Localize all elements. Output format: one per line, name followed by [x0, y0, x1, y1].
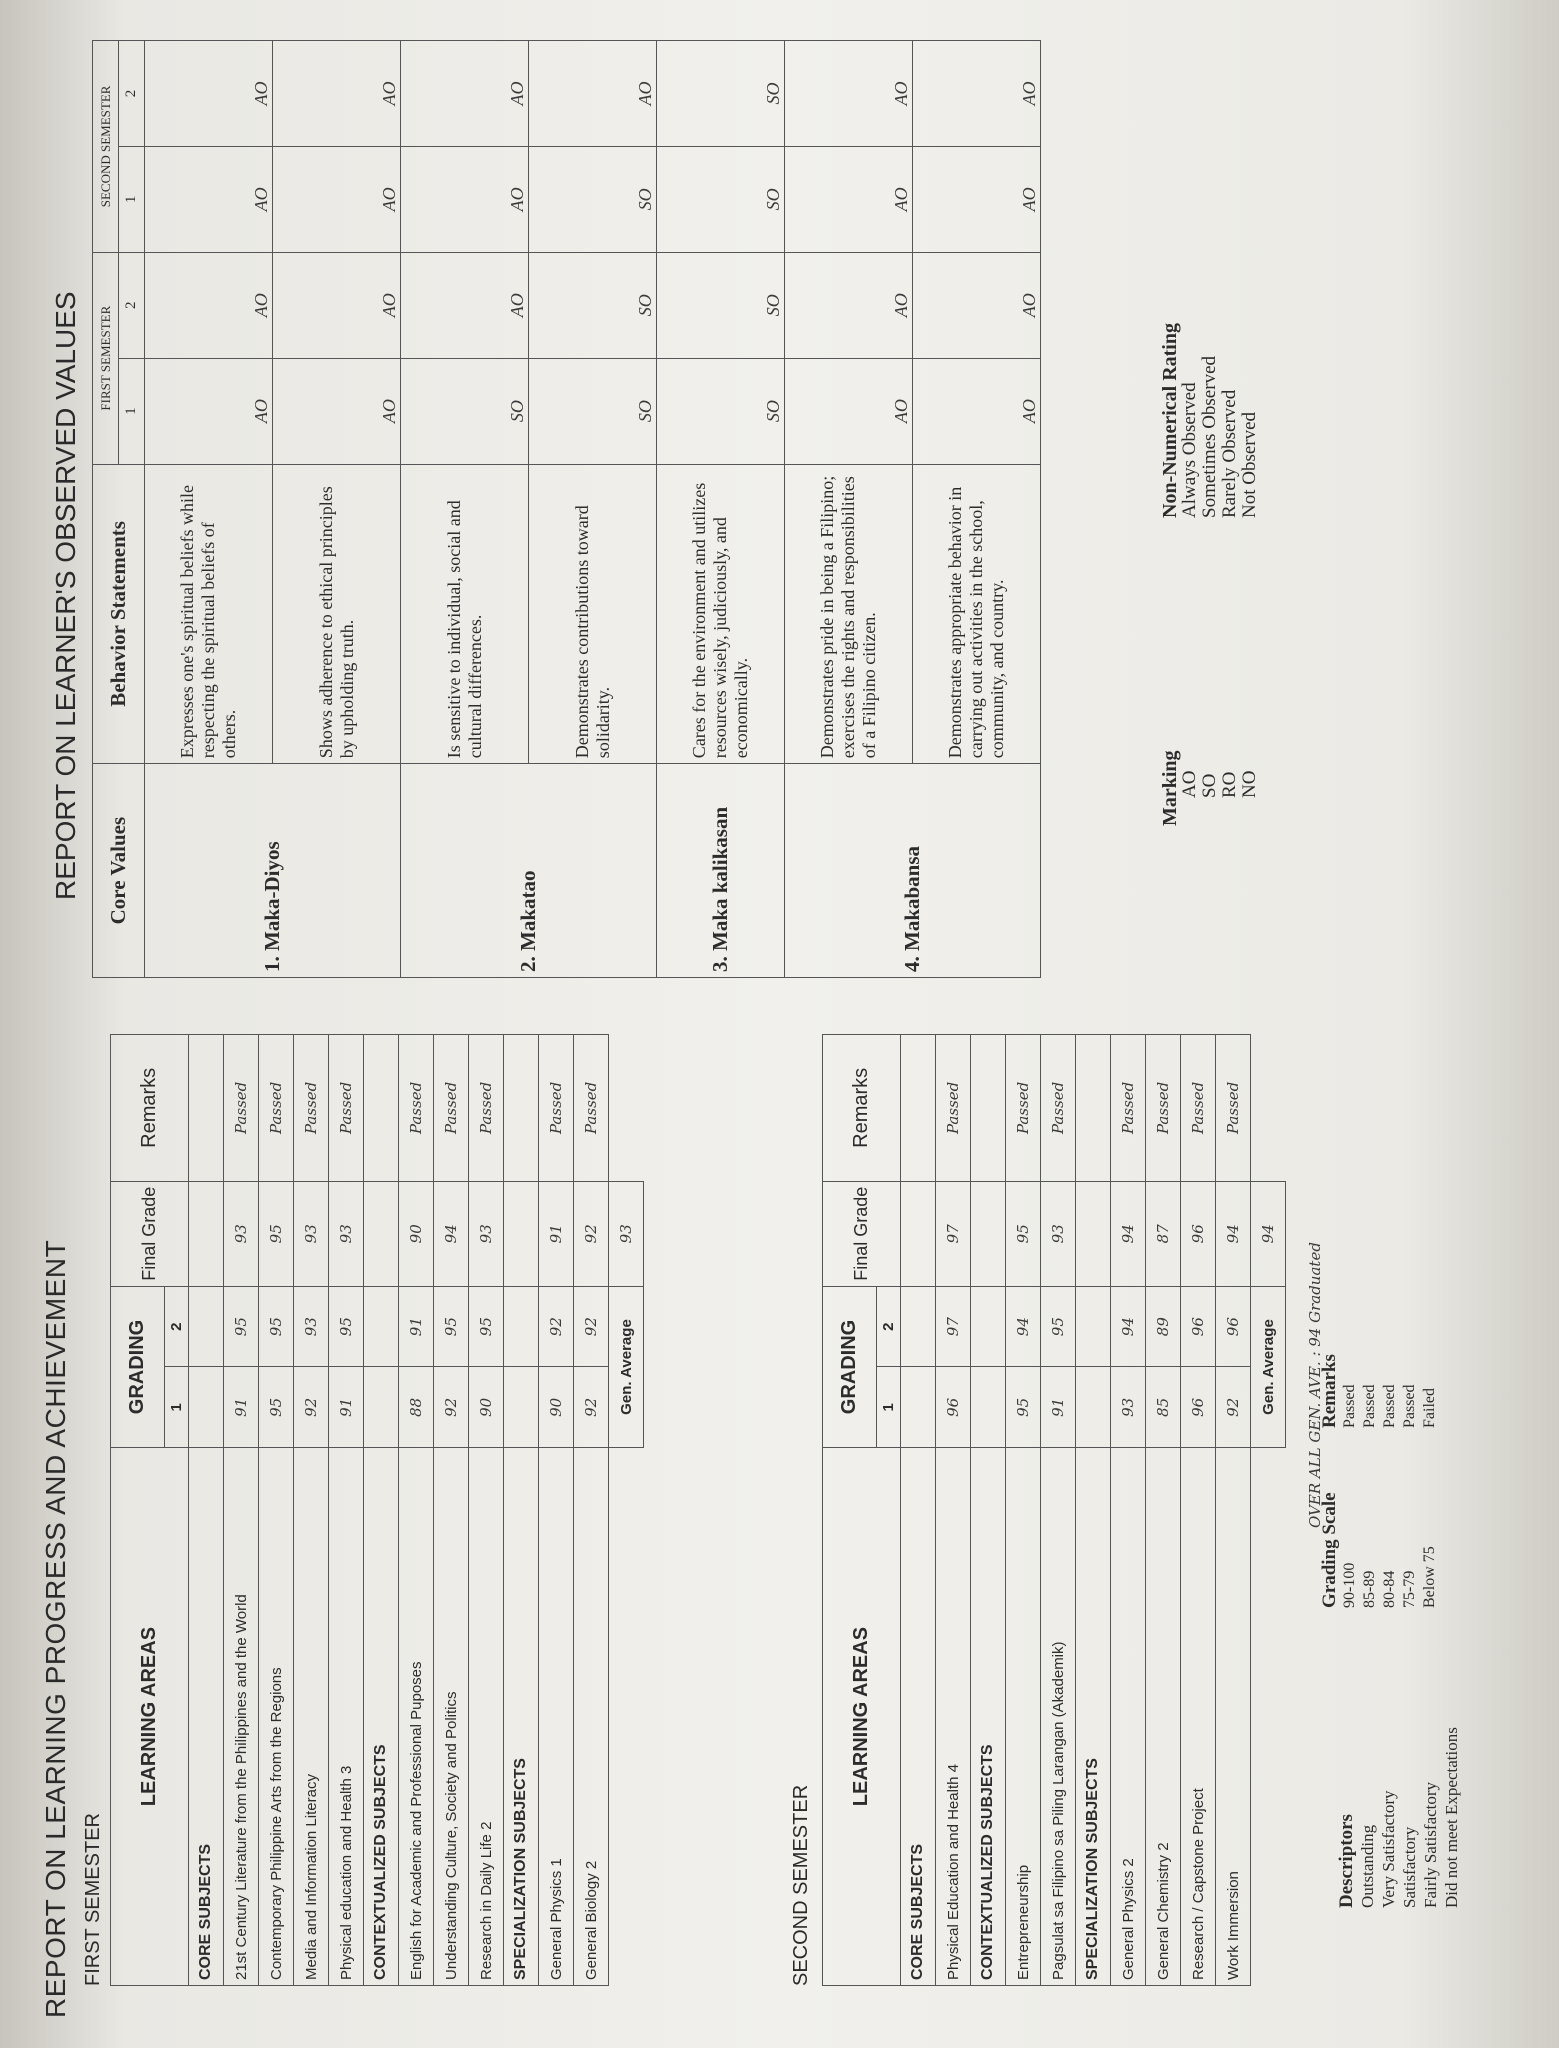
- header-q2: 2: [165, 1286, 189, 1367]
- empty-cell: [901, 1035, 936, 1182]
- observed-mark: SO: [657, 41, 785, 147]
- empty-cell: [364, 1286, 399, 1367]
- grade-q1: 91: [329, 1367, 364, 1448]
- observed-mark: SO: [657, 146, 785, 252]
- subject-row: [469, 1035, 504, 1986]
- grade-q1: 92: [1216, 1367, 1251, 1448]
- remarks-item: Passed: [1361, 1384, 1378, 1428]
- subject-name: General Biology 2: [574, 1448, 609, 1986]
- grade-q2: 94: [1006, 1286, 1041, 1367]
- grade-q2: 95: [224, 1286, 259, 1367]
- remarks-legend: [1320, 1308, 1440, 1428]
- empty-cell: [901, 1181, 936, 1286]
- subject-name: Research / Capstone Project: [1181, 1448, 1216, 1986]
- descriptor-item: Did not meet Expectations: [1442, 1727, 1461, 1908]
- observed-mark: AO: [529, 41, 657, 147]
- subject-name: 21st Century Literature from the Philippines and the World: [224, 1448, 259, 1986]
- observed-mark: AO: [145, 146, 273, 252]
- grade-q1: 93: [1111, 1367, 1146, 1448]
- remarks: Passed: [469, 1035, 504, 1182]
- behavior-statement: Expresses one's spiritual beliefs while respecting the spiritual beliefs of others.: [145, 464, 273, 764]
- header-q2: 2: [119, 252, 145, 358]
- remarks: Passed: [434, 1035, 469, 1182]
- subject-name: Physical education and Health 3: [329, 1448, 364, 1986]
- observed-mark: AO: [785, 146, 913, 252]
- gen-average-label: Gen. Average: [609, 1286, 644, 1447]
- observed-mark: AO: [273, 252, 401, 358]
- header-remarks: Remarks: [823, 1035, 901, 1182]
- empty-cell: [189, 1181, 224, 1286]
- grade-q1: 95: [259, 1367, 294, 1448]
- observed-mark: AO: [401, 146, 529, 252]
- subject-name: Pagsulat sa Filipino sa Piling Larangan (Akademik): [1041, 1448, 1076, 1986]
- remarks: Passed: [259, 1035, 294, 1182]
- final-grade: 93: [1041, 1181, 1076, 1286]
- observed-mark: AO: [145, 252, 273, 358]
- subject-row: [259, 1035, 294, 1986]
- behavior-statement: Demonstrates appropriate behavior in carrying out activities in the school, community, and country.: [913, 464, 1041, 764]
- first-semester-table: [110, 1034, 644, 1986]
- header-second-semester: SECOND SEMESTER: [93, 41, 119, 253]
- grade-q2: 91: [399, 1286, 434, 1367]
- report-title: REPORT ON LEARNING PROGRESS AND ACHIEVEMENT: [40, 1239, 71, 2018]
- subject-name: Contemporary Philippine Arts from the Regions: [259, 1448, 294, 1986]
- grade-q2: 95: [329, 1286, 364, 1367]
- subject-row: [1146, 1035, 1181, 1986]
- rating-item: Sometimes Observed: [1199, 355, 1220, 518]
- final-grade: 95: [259, 1181, 294, 1286]
- empty-cell: [189, 1367, 224, 1448]
- grading-scale-legend: [1320, 1478, 1440, 1608]
- observed-mark: SO: [529, 358, 657, 464]
- observed-mark: AO: [401, 252, 529, 358]
- marking-item: SO: [1199, 773, 1220, 798]
- subject-name: Understanding Culture, Society and Politics: [434, 1448, 469, 1986]
- rating-legend: [1160, 258, 1260, 518]
- empty-cell: [504, 1035, 539, 1182]
- grade-q2: 92: [539, 1286, 574, 1367]
- subject-row: [539, 1035, 574, 1986]
- subject-row: [1216, 1035, 1251, 1986]
- subject-name: Entrepreneurship: [1006, 1448, 1041, 1986]
- empty-cell: [971, 1181, 1006, 1286]
- final-grade: 87: [1146, 1181, 1181, 1286]
- second-semester-label: SECOND SEMESTER: [790, 1784, 812, 1986]
- header-q2: 2: [877, 1286, 901, 1367]
- remarks: Passed: [1041, 1035, 1076, 1182]
- subject-row: [936, 1035, 971, 1986]
- scale-item: 90-100: [1341, 1562, 1358, 1608]
- header-q1: 1: [877, 1367, 901, 1448]
- subject-row: [294, 1035, 329, 1986]
- behavior-statement: Demonstrates contributions toward solidarity.: [529, 464, 657, 764]
- header-grading: GRADING: [823, 1286, 877, 1447]
- subject-name: Work Immersion: [1216, 1448, 1251, 1986]
- observed-values-table: [92, 40, 1041, 978]
- grade-q1: 88: [399, 1367, 434, 1448]
- observed-mark: AO: [785, 252, 913, 358]
- grade-q1: 96: [936, 1367, 971, 1448]
- marking-legend: [1160, 706, 1260, 826]
- gen-average-label: Gen. Average: [1251, 1286, 1286, 1447]
- header-q1: 1: [119, 358, 145, 464]
- observed-mark: AO: [401, 41, 529, 147]
- final-grade: 93: [294, 1181, 329, 1286]
- marking-title: Marking: [1159, 750, 1181, 826]
- grade-q1: 85: [1146, 1367, 1181, 1448]
- observed-mark: AO: [273, 41, 401, 147]
- header-learning-areas: LEARNING AREAS: [111, 1448, 189, 1986]
- header-q2: 2: [119, 41, 145, 147]
- empty-cell: [971, 1367, 1006, 1448]
- behavior-statement: Demonstrates pride in being a Filipino; exercises the rights and responsibilities of a Filipino citizen.: [785, 464, 913, 764]
- descriptor-item: Very Satisfactory: [1379, 1790, 1398, 1908]
- final-grade: 94: [434, 1181, 469, 1286]
- empty-cell: [901, 1367, 936, 1448]
- section-label: SPECIALIZATION SUBJECTS: [504, 1448, 539, 1986]
- header-first-semester: FIRST SEMESTER: [93, 252, 119, 464]
- empty-cell: [189, 1035, 224, 1182]
- subject-row: [1111, 1035, 1146, 1986]
- header-core-values: Core Values: [93, 764, 145, 978]
- section-row: [504, 1035, 539, 1986]
- remarks-item: Passed: [1381, 1384, 1398, 1428]
- remarks: Passed: [1181, 1035, 1216, 1182]
- behavior-row: [785, 41, 913, 978]
- header-q1: 1: [165, 1367, 189, 1448]
- section-row: [901, 1035, 936, 1986]
- rating-item: Always Observed: [1179, 382, 1200, 518]
- empty-cell: [364, 1181, 399, 1286]
- empty-cell: [1076, 1286, 1111, 1367]
- observed-mark: SO: [529, 252, 657, 358]
- remarks: Passed: [936, 1035, 971, 1182]
- remarks: Passed: [329, 1035, 364, 1182]
- header-grading: GRADING: [111, 1286, 165, 1447]
- core-value: 4. Makabansa: [785, 764, 1041, 978]
- empty-cell: [971, 1286, 1006, 1367]
- empty-cell: [364, 1035, 399, 1182]
- remarks: Passed: [1111, 1035, 1146, 1182]
- final-grade: 92: [574, 1181, 609, 1286]
- subject-row: [1006, 1035, 1041, 1986]
- subject-row: [1041, 1035, 1076, 1986]
- scale-item: 75-79: [1401, 1570, 1418, 1608]
- observed-mark: AO: [913, 41, 1041, 147]
- subject-name: Research in Daily Life 2: [469, 1448, 504, 1986]
- gen-average-value: 93: [609, 1181, 644, 1286]
- subject-row: [574, 1035, 609, 1986]
- observed-mark: SO: [529, 146, 657, 252]
- remarks: Passed: [294, 1035, 329, 1182]
- final-grade: 95: [1006, 1181, 1041, 1286]
- remarks-item: Failed: [1421, 1388, 1438, 1428]
- remarks-item: Passed: [1401, 1384, 1418, 1428]
- grade-q1: 96: [1181, 1367, 1216, 1448]
- subject-name: General Chemistry 2: [1146, 1448, 1181, 1986]
- subject-name: English for Academic and Professional Puposes: [399, 1448, 434, 1986]
- final-grade: 94: [1111, 1181, 1146, 1286]
- observed-mark: SO: [657, 358, 785, 464]
- final-grade: 93: [329, 1181, 364, 1286]
- observed-mark: AO: [785, 41, 913, 147]
- final-grade: 93: [469, 1181, 504, 1286]
- subject-row: [434, 1035, 469, 1986]
- core-value: 2. Makatao: [401, 764, 657, 978]
- section-label: SPECIALIZATION SUBJECTS: [1076, 1448, 1111, 1986]
- remarks-title: Remarks: [1319, 1354, 1340, 1428]
- header-learning-areas: LEARNING AREAS: [823, 1448, 901, 1986]
- observed-mark: AO: [145, 358, 273, 464]
- observed-mark: SO: [401, 358, 529, 464]
- empty-cell: [364, 1367, 399, 1448]
- behavior-statement: Shows adherence to ethical principles by upholding truth.: [273, 464, 401, 764]
- observed-mark: AO: [913, 146, 1041, 252]
- section-label: CORE SUBJECTS: [901, 1448, 936, 1986]
- marking-item: RO: [1219, 771, 1240, 798]
- header-final-grade: Final Grade: [823, 1181, 901, 1286]
- remarks: Passed: [399, 1035, 434, 1182]
- header-q1: 1: [119, 146, 145, 252]
- subject-name: General Physics 1: [539, 1448, 574, 1986]
- grade-q1: 92: [434, 1367, 469, 1448]
- core-value: 3. Maka kalikasan: [657, 764, 785, 978]
- grade-q2: 94: [1111, 1286, 1146, 1367]
- behavior-row: [401, 41, 529, 978]
- empty-cell: [1076, 1035, 1111, 1182]
- grade-q1: 95: [1006, 1367, 1041, 1448]
- subject-name: General Physics 2: [1111, 1448, 1146, 1986]
- observed-mark: AO: [273, 358, 401, 464]
- grade-q2: 95: [259, 1286, 294, 1367]
- rating-item: Rarely Observed: [1219, 389, 1240, 518]
- observed-mark: AO: [785, 358, 913, 464]
- subject-row: [399, 1035, 434, 1986]
- subject-row: [224, 1035, 259, 1986]
- remarks: Passed: [574, 1035, 609, 1182]
- marking-item: AO: [1179, 770, 1200, 798]
- remarks: Passed: [539, 1035, 574, 1182]
- subject-name: Media and Information Literacy: [294, 1448, 329, 1986]
- observed-mark: AO: [273, 146, 401, 252]
- first-semester-label: FIRST SEMESTER: [82, 1813, 104, 1986]
- subject-name: Physical Education and Health 4: [936, 1448, 971, 1986]
- final-grade: 96: [1181, 1181, 1216, 1286]
- subject-row: [329, 1035, 364, 1986]
- remarks: Passed: [1216, 1035, 1251, 1182]
- gen-average-value: 94: [1251, 1181, 1286, 1286]
- descriptors-legend: [1336, 1628, 1462, 1908]
- remarks: Passed: [1006, 1035, 1041, 1182]
- grade-q2: 93: [294, 1286, 329, 1367]
- remarks: Passed: [1146, 1035, 1181, 1182]
- observed-values-title: REPORT ON LEARNER'S OBSERVED VALUES: [50, 291, 81, 900]
- section-row: [364, 1035, 399, 1986]
- empty-cell: [901, 1286, 936, 1367]
- remarks-item: Passed: [1341, 1384, 1358, 1428]
- descriptors-title: Descriptors: [1336, 1814, 1357, 1908]
- subject-row: [1181, 1035, 1216, 1986]
- grade-q1: 92: [574, 1367, 609, 1448]
- second-semester-table: [822, 1034, 1286, 1986]
- behavior-row: [657, 41, 785, 978]
- empty-cell: [971, 1035, 1006, 1182]
- empty-cell: [504, 1367, 539, 1448]
- final-grade: 91: [539, 1181, 574, 1286]
- observed-mark: SO: [657, 252, 785, 358]
- grade-q1: 90: [469, 1367, 504, 1448]
- final-grade: 97: [936, 1181, 971, 1286]
- descriptor-item: Outstanding: [1358, 1824, 1377, 1908]
- grade-q2: 89: [1146, 1286, 1181, 1367]
- observed-mark: AO: [145, 41, 273, 147]
- core-value: 1. Maka-Diyos: [145, 764, 401, 978]
- section-label: CONTEXTUALIZED SUBJECTS: [364, 1448, 399, 1986]
- grade-q1: 92: [294, 1367, 329, 1448]
- section-row: [1076, 1035, 1111, 1986]
- behavior-statement: Is sensitive to individual, social and cultural differences.: [401, 464, 529, 764]
- section-row: [971, 1035, 1006, 1986]
- grading-scale-title: Grading Scale: [1319, 1492, 1340, 1608]
- empty-cell: [189, 1286, 224, 1367]
- descriptor-item: Satisfactory: [1400, 1826, 1419, 1908]
- behavior-statement: Cares for the environment and utilizes resources wisely, judiciously, and economically.: [657, 464, 785, 764]
- scale-item: 85-89: [1361, 1570, 1378, 1608]
- grade-q2: 97: [936, 1286, 971, 1367]
- remarks: Passed: [224, 1035, 259, 1182]
- empty-cell: [504, 1286, 539, 1367]
- empty-cell: [1076, 1367, 1111, 1448]
- final-grade: 94: [1216, 1181, 1251, 1286]
- grade-q1: 90: [539, 1367, 574, 1448]
- grade-q2: 95: [469, 1286, 504, 1367]
- section-label: CORE SUBJECTS: [189, 1448, 224, 1986]
- header-final-grade: Final Grade: [111, 1181, 189, 1286]
- empty-cell: [1076, 1181, 1111, 1286]
- overall-average-note: OVER ALL GEN. AVE. : 94 Graduated: [1306, 1242, 1324, 1528]
- empty-cell: [504, 1181, 539, 1286]
- grade-q1: 91: [224, 1367, 259, 1448]
- rating-title: Non-Numerical Rating: [1159, 323, 1181, 518]
- grade-q2: 92: [574, 1286, 609, 1367]
- section-row: [189, 1035, 224, 1986]
- rating-item: Not Observed: [1239, 411, 1260, 518]
- behavior-row: [145, 41, 273, 978]
- final-grade: 93: [224, 1181, 259, 1286]
- marking-item: NO: [1239, 770, 1260, 798]
- header-behavior-statements: Behavior Statements: [93, 464, 145, 764]
- scale-item: 80-84: [1381, 1570, 1398, 1608]
- grade-q2: 95: [434, 1286, 469, 1367]
- header-remarks: Remarks: [111, 1035, 189, 1182]
- grade-q2: 95: [1041, 1286, 1076, 1367]
- observed-mark: AO: [913, 252, 1041, 358]
- final-grade: 90: [399, 1181, 434, 1286]
- grade-q1: 91: [1041, 1367, 1076, 1448]
- scale-item: Below 75: [1421, 1546, 1438, 1608]
- section-label: CONTEXTUALIZED SUBJECTS: [971, 1448, 1006, 1986]
- observed-mark: AO: [913, 358, 1041, 464]
- grade-q2: 96: [1181, 1286, 1216, 1367]
- grade-q2: 96: [1216, 1286, 1251, 1367]
- descriptor-item: Fairly Satisfactory: [1421, 1781, 1440, 1908]
